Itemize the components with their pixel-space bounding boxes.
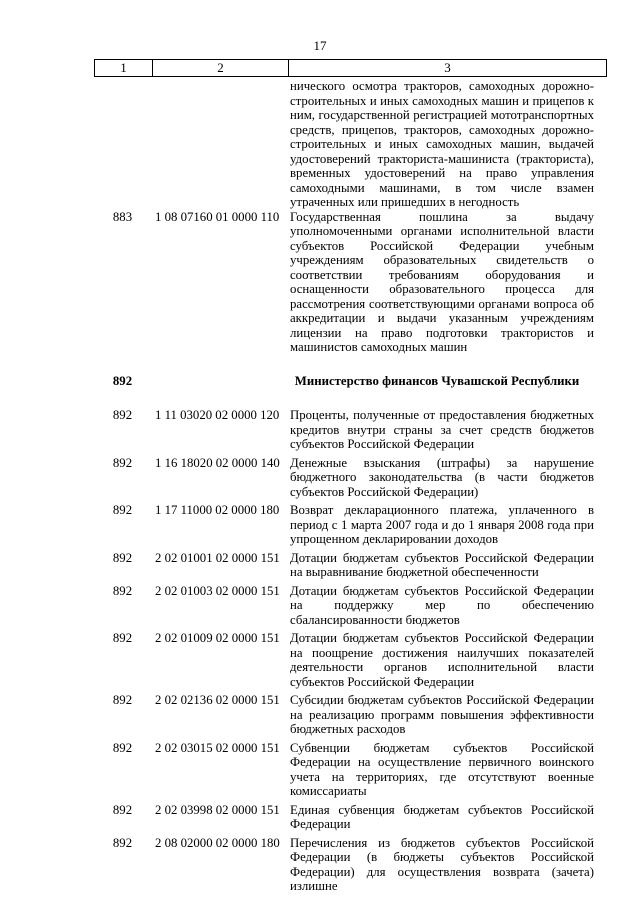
kbk-code: 2 02 02136 02 0000 151 (155, 693, 280, 707)
department-heading (94, 374, 607, 389)
revenue-description: Перечисления из бюджетов субъектов Российской Федерации (в бюджеты субъектов Российской Федерации) для осуществления возврата (зачета) излишне (290, 835, 594, 893)
table-row (94, 551, 607, 580)
table-row (94, 408, 607, 452)
revenue-description: Субсидии бюджетам субъектов Российской Федерации на реализацию программ повышения эффективности бюджетных расходов (290, 693, 594, 736)
revenue-description: Единая субвенция бюджетам субъектов Российской Федерации (290, 802, 594, 831)
revenue-description: Субвенции бюджетам субъектов Российской Федерации на осуществление первичного воинского учета на территориях, где отсутствуют военные комиссариаты (290, 740, 594, 798)
kbk-code: 1 16 18020 02 0000 140 (155, 455, 280, 470)
department-title: Министерство финансов Чувашской Республики (294, 373, 580, 388)
table-row (94, 210, 607, 355)
table-row (94, 584, 607, 628)
table-row (94, 456, 607, 500)
revenue-description: Возврат декларационного платежа, уплаченного в период с 1 марта 2007 года и до 1 января 2008 года при упрощенном декларировании доходов (290, 503, 594, 546)
table-row (94, 631, 607, 689)
revenue-description: Проценты, полученные от предоставления бюджетных кредитов внутри страны за счет средств бюджетов субъектов Российской Федерации (290, 408, 594, 451)
admin-code: 892 (112, 802, 133, 817)
table-row (94, 503, 607, 547)
table-row (94, 803, 607, 832)
revenue-description: Денежные взыскания (штрафы) за нарушение бюджетного законодательства (в части бюджетов субъектов Российской Федерации) (290, 455, 594, 499)
admin-code: 892 (112, 631, 133, 645)
continuation-text: нического осмотра тракторов, самоходных дорожно-строительных и иных самоходных машин и прицепов к ним, государственной регистрацией мототранспортных средств, прицепов, тракторов, самоходных дорожно-строительных и иных самоходных машин, выдачей удостоверений тракториста-машиниста (тракториста), временных удостоверений на право управления самоходными машинами, в том числе взамен утраченных или пришедших в негодность (290, 79, 594, 209)
kbk-code: 1 17 11000 02 0000 180 (155, 503, 280, 517)
table-row (94, 741, 607, 799)
table-row (94, 693, 607, 737)
admin-code: 892 (112, 693, 133, 707)
admin-code: 892 (112, 550, 133, 565)
revenue-description: Дотации бюджетам субъектов Российской Федерации на поддержку мер по обеспечению сбалансированности бюджетов (290, 583, 594, 627)
revenue-description: Государственная пошлина за выдачу уполномоченными органами исполнительной власти субъектов Российской Федерации учебным учреждениям образовательных свидетельств о соответствии требованиям оборудования и оснащенности образовательного процесса для рассмотрения соответствующими органами вопроса об аккредитации и выдачи указанным учреждениям лицензии на право подготовки трактористов и машинистов самоходных машин (290, 209, 594, 354)
kbk-code: 2 08 02000 02 0000 180 (155, 835, 280, 850)
kbk-code: 2 02 01009 02 0000 151 (155, 631, 280, 645)
kbk-code: 1 08 07160 01 0000 110 (155, 209, 280, 224)
admin-code: 892 (112, 503, 133, 517)
revenue-description: Дотации бюджетам субъектов Российской Федерации на выравнивание бюджетной обеспеченности (290, 550, 594, 579)
department-code: 892 (112, 373, 133, 388)
kbk-code: 2 02 01003 02 0000 151 (155, 583, 280, 598)
header-col-1: 1 (95, 60, 153, 76)
table-header (94, 59, 607, 77)
kbk-code: 2 02 03015 02 0000 151 (155, 740, 280, 755)
department-rows (94, 408, 607, 894)
admin-code: 892 (112, 408, 133, 422)
table-row-continuation (94, 79, 607, 210)
kbk-code: 2 02 01001 02 0000 151 (155, 550, 280, 565)
admin-code: 892 (112, 583, 133, 598)
table-body (94, 79, 607, 894)
kbk-code: 2 02 03998 02 0000 151 (155, 802, 280, 817)
table-row (94, 836, 607, 894)
header-col-3: 3 (444, 60, 451, 75)
admin-code: 892 (112, 835, 133, 850)
admin-code: 892 (112, 455, 133, 470)
revenue-description: Дотации бюджетам субъектов Российской Федерации на поощрение достижения наилучших показателей деятельности органов исполнительной власти субъектов Российской Федерации (290, 631, 594, 689)
admin-code: 892 (112, 740, 133, 755)
admin-code: 883 (112, 209, 133, 224)
page-number: 17 (313, 38, 327, 53)
kbk-code: 1 11 03020 02 0000 120 (155, 408, 280, 422)
header-col-2: 2 (153, 60, 289, 76)
